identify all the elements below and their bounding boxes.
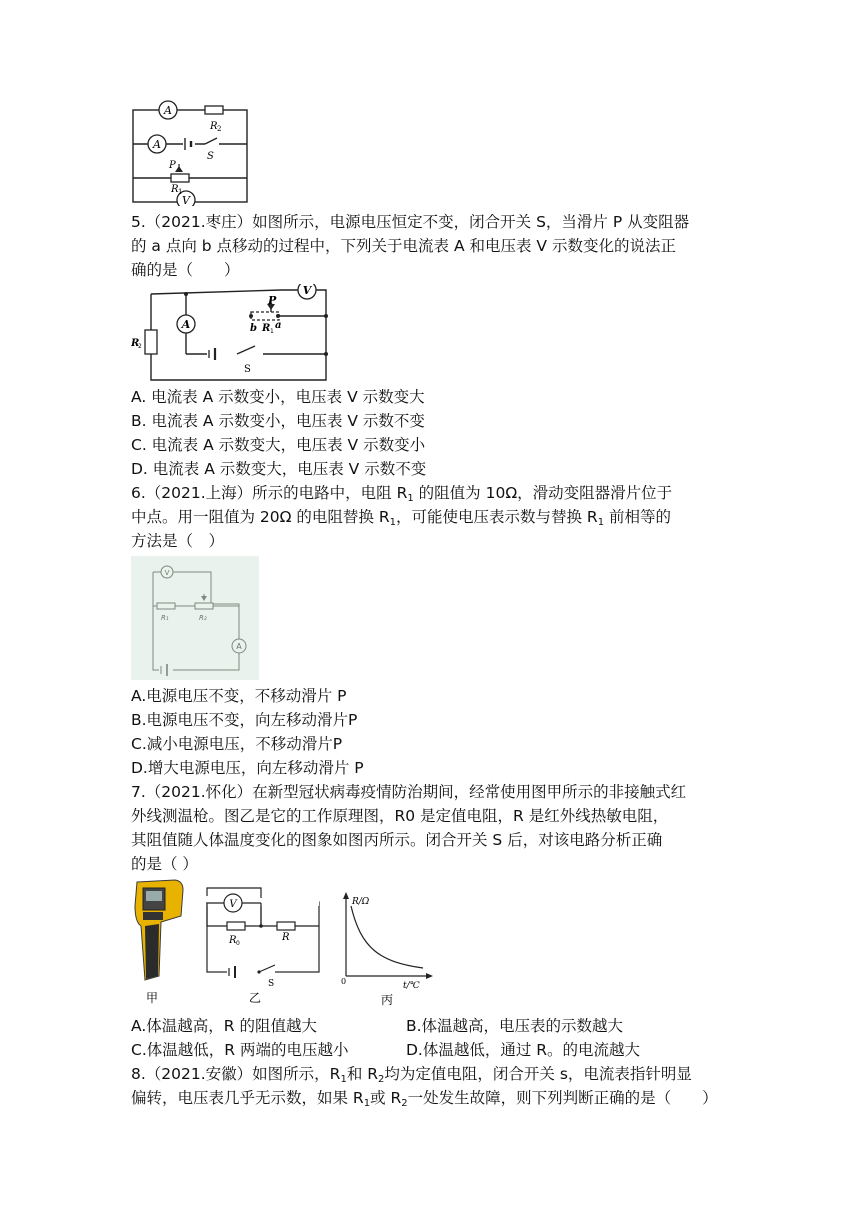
q6-line-3: 方法是（ ） <box>131 532 225 550</box>
q6-option-b: B.电源电压不变，向左移动滑片P <box>131 711 358 729</box>
switch-s-label: S <box>268 979 275 989</box>
r0-label: R <box>229 935 237 946</box>
q7-option-d: D.体温越低，通过 R。的电流越大 <box>406 1041 641 1059</box>
r2-label: R <box>210 121 218 132</box>
circuit-figure-q5 <box>131 284 331 384</box>
graph-y-axis-label: R/Ω <box>352 897 370 907</box>
q6-option-d: D.增大电源电压，向左移动滑片 P <box>131 759 364 777</box>
q5-option-b: B. 电流表 A 示数变小，电压表 V 示数不变 <box>131 412 425 430</box>
switch-s-label: S <box>207 151 214 162</box>
q7-option-a: A.体温越高，R 的阻值越大 <box>131 1017 317 1035</box>
q6-option-a: A.电源电压不变，不移动滑片 P <box>131 687 347 705</box>
fig-yi-caption: 乙 <box>249 991 262 1005</box>
q7-option-c: C.体温越低，R 两端的电压越小 <box>131 1041 349 1059</box>
svg-text:1: 1 <box>178 188 183 196</box>
fig-bing-caption: 丙 <box>381 993 394 1007</box>
q5-option-d: D. 电流表 A 示数变大，电压表 V 示数不变 <box>131 460 427 478</box>
q6-line-2: 中点。用一阻值为 20Ω 的电阻替换 $R_1$，可能使电压表示数与替换 $R_1$ 前相等的 <box>131 508 672 528</box>
q5-line-3: 确的是（ ） <box>131 261 240 279</box>
voltmeter-label: V <box>164 569 170 577</box>
graph-x-axis-label: t/℃ <box>403 981 420 991</box>
circuit-figure-q6 <box>131 556 259 680</box>
ammeter-a-label: A <box>153 138 161 151</box>
figure-group-q7 <box>131 876 441 1012</box>
r1-label: R₁ <box>161 614 169 622</box>
voltmeter-label: V <box>182 194 190 206</box>
graph-origin-label: 0 <box>341 977 347 986</box>
q7-options-row-2 <box>131 1038 641 1062</box>
thermometer-gun-image <box>135 880 183 980</box>
q5-option-a: A. 电流表 A 示数变小，电压表 V 示数变大 <box>131 388 425 406</box>
q8-line-1: 8.（2021.安徽）如图所示，$R_1$和 $R_2$均为定值电阻，闭合开关 s，电流表指针明显 <box>131 1065 692 1085</box>
svg-text:2: 2 <box>217 125 222 133</box>
voltmeter-label: V <box>229 899 237 910</box>
q7-line-2: 外线测温枪。图乙是它的工作原理图，R0 是定值电阻，R 是红外线热敏电阻， <box>131 807 669 825</box>
q7-option-b: B.体温越高，电压表的示数越大 <box>406 1017 624 1035</box>
ammeter-label: A <box>236 642 242 651</box>
slider-p-label: P <box>268 294 277 307</box>
r1-label: R <box>262 323 271 334</box>
svg-text:2: 2 <box>138 343 142 350</box>
q7-line-1: 7.（2021.怀化）在新型冠状病毒疫情防治期间，经常使用图甲所示的非接触式红 <box>131 783 687 801</box>
svg-text:1: 1 <box>270 328 274 335</box>
q7-line-4: 的是（ ） <box>131 855 198 873</box>
r2-label: R₂ <box>199 614 207 622</box>
svg-text:0: 0 <box>236 940 240 947</box>
q7-options-row-1 <box>131 1014 624 1038</box>
r1-label: R <box>171 184 179 195</box>
point-a-label: a <box>275 320 282 331</box>
q7-line-3: 其阻值随人体温度变化的图象如图丙所示。闭合开关 S 后，对该电路分析正确 <box>131 831 663 849</box>
q6-option-c: C.减小电源电压，不移动滑片P <box>131 735 343 753</box>
slider-p-label: P <box>169 160 176 171</box>
fig-jia-caption: 甲 <box>146 991 159 1005</box>
r2-label: R <box>131 338 140 349</box>
circuit-figure-q4 <box>131 100 251 206</box>
q5-option-c: C. 电流表 A 示数变大，电压表 V 示数变小 <box>131 436 426 454</box>
q8-line-2: 偏转，电压表几乎无示数，如果 $R_1$或 $R_2$一处发生故障，则下列判断正确的是（ ） <box>131 1089 718 1109</box>
q5-line-1: 5.（2021.枣庄）如图所示，电源电压恒定不变，闭合开关 S，当滑片 P 从变阻器 <box>131 213 690 231</box>
voltmeter-label: V <box>302 284 312 297</box>
r-label: R <box>282 932 290 943</box>
ammeter-a1-label: A <box>164 104 172 117</box>
switch-s-label: S <box>244 364 251 375</box>
ammeter-label: A <box>181 318 191 331</box>
point-b-label: b <box>250 323 257 334</box>
q6-line-1: 6.（2021.上海）所示的电路中，电阻 $R_1$ 的阻值为 10Ω，滑动变阻器滑片位于 <box>131 484 673 504</box>
q5-line-2: 的 a 点向 b 点移动的过程中，下列关于电流表 A 和电压表 V 示数变化的说法正 <box>131 237 676 255</box>
